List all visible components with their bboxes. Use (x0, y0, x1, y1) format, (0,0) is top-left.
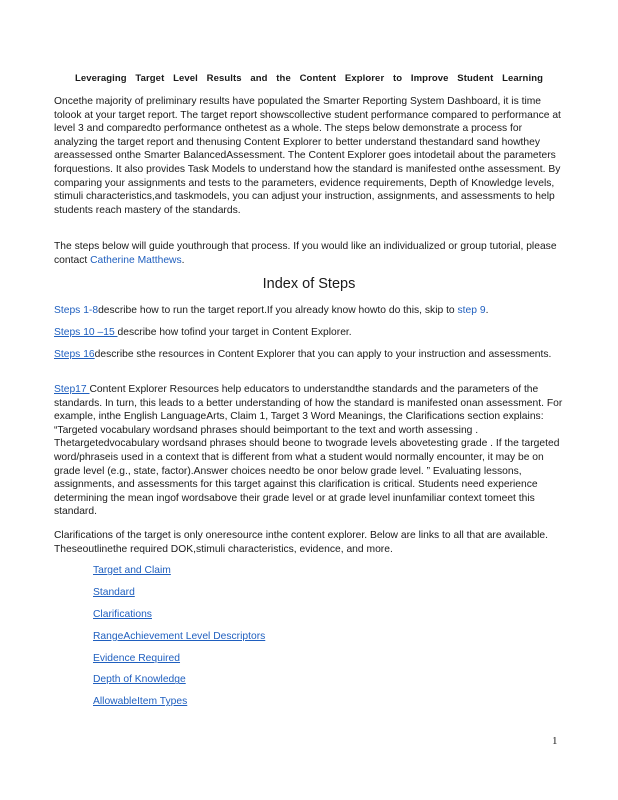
clarifications-link[interactable]: Clarifications (93, 608, 152, 620)
index-heading: Index of Steps (262, 276, 356, 292)
range-achievement-level-descriptors-link[interactable]: RangeAchievement Level Descriptors (93, 630, 266, 642)
contact-link[interactable]: Catherine Matthews (90, 254, 182, 266)
depth-of-knowledge-link[interactable]: Depth of Knowledge (93, 674, 186, 686)
step-10-15-paragraph (54, 326, 564, 340)
step-16-paragraph (54, 348, 564, 362)
steps-1-8-link[interactable]: Steps 1-8 (54, 305, 99, 316)
page-number: 1 (552, 735, 558, 747)
resource-links-list (93, 564, 393, 717)
intro-paragraph: Oncethe majority of preliminary results have populated the Smarter Reporting System Dashboard, it is time tolook at your target report. The target report showscollective student performance compared to performance at level 3 and comparedto performance onthetest as a whole. The steps below demonstrate a process for analyzing the target report and thenusing Content Explorer to better understand thestandard sand howthey areassessed onthe Smarter BalancedAssessment. The Content Explorer goes intodetail about the parameters forquestions. It also provides Task Models to understand how the standard is manifested onthe assessment. By comparing your assignments and tests to the parameters, evidence requirements, Depth of Knowledge levels, stimuli characteristics,and taskmodels, you can adjust your instruction, assignments, and assessments to help students reach mastery of the standards. (54, 96, 561, 216)
steps-10-15-link[interactable]: Steps 10 –15 (54, 327, 118, 338)
steps-10-15-text: describe how tofind your target in Content Explorer. (117, 327, 352, 338)
steps-16-link[interactable]: Steps 16 (54, 349, 95, 360)
step-1-8-paragraph (54, 304, 564, 318)
guide-paragraph (54, 240, 564, 267)
step-9-link[interactable]: step 9 (457, 305, 486, 316)
guide-text: The steps below will guide youthrough that process. If you would like an individualized or group tutorial, please contact (54, 241, 557, 266)
step-17-link[interactable]: Step17 (54, 384, 90, 395)
step-9-suffix: . (485, 305, 489, 316)
step-17-text: Content Explorer Resources help educators to understandthe standards and the parameters of the standards. In turn, this leads to a better understanding of how the standard is manifested onan assessment. For example, inthe English LanguageArts, Claim 1, Target 3 Word Meanings, the Clarifications section explains: “Targeted vocabulary wordsand phrases should beimportant to the text and worth assessing . Thetargetedvocabulary wordsand phrases should beone to twograde levels abovetesting grade . If the targeted word/phraseis used in a context that is different from what a student would normally encounter, it may be on grade level (e.g., state, factor).Answer choices needto be onor below grade level. ” Evaluating lessons, assignments, and assessments for this target against this clarification is critical. Students need experience determining the mean ingof wordsabove their grade level or at grade level inunfamiliar context tomeet this standard. (54, 384, 563, 518)
clarifications-paragraph: Clarifications of the target is only oneresource inthe content explorer. Below are links to all that are available. Theseoutlinethe required DOK,stimuli characteristics, evidence, and more. (54, 530, 548, 555)
allowable-item-types-link[interactable]: AllowableItem Types (93, 696, 188, 708)
target-and-claim-link[interactable]: Target and Claim (93, 565, 171, 576)
steps-16-text: describe sthe resources in Content Explorer that you can apply to your instruction and assessments. (94, 349, 552, 360)
guide-suffix: . (181, 254, 185, 266)
steps-1-8-text: describe how to run the target report.If you already know howto do this, skip to (98, 305, 458, 316)
standard-link[interactable]: Standard (93, 586, 135, 598)
step-17-paragraph (54, 383, 564, 519)
evidence-required-link[interactable]: Evidence Required (93, 652, 181, 664)
document-title: Leveraging Target Level Results and the Content Explorer to Improve Student Learning (74, 73, 543, 84)
